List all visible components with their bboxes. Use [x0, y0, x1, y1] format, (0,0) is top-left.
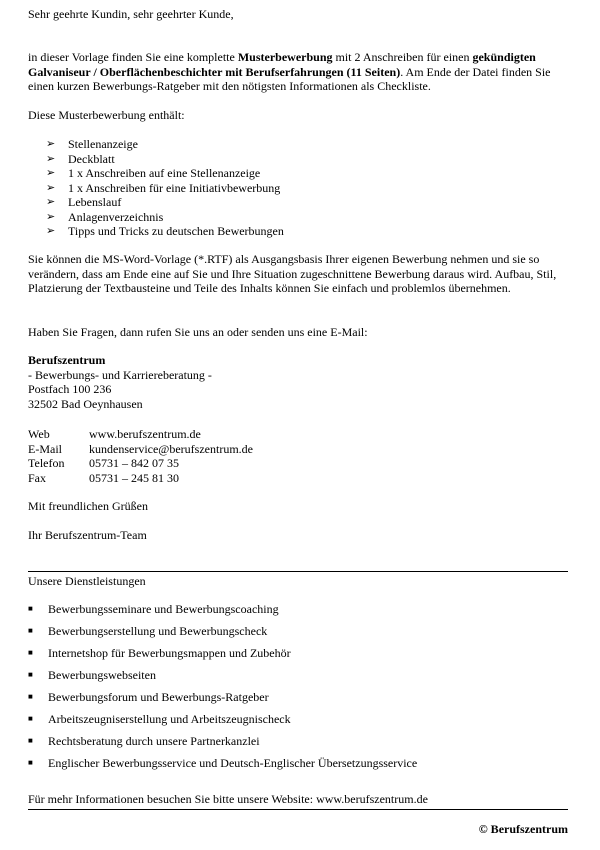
intro-text-1: in dieser Vorlage finden Sie eine komplette	[28, 50, 238, 64]
address-city: 32502 Bad Oeynhausen	[28, 396, 143, 411]
service-label: Arbeitszeugniserstellung und Arbeitszeugnischeck	[48, 711, 291, 726]
email-link[interactable]: kundenservice@berufszentrum.de	[89, 441, 253, 456]
arrow-bullet-icon: ➢	[46, 181, 56, 194]
list-item	[28, 210, 284, 225]
contact-row-phone	[28, 456, 253, 471]
services-heading: Unsere Dienstleistungen	[28, 574, 146, 588]
square-bullet-icon: ■	[28, 735, 33, 745]
intro-paragraph	[28, 50, 568, 94]
arrow-bullet-icon: ➢	[46, 152, 56, 165]
website-link[interactable]: www.berufszentrum.de	[89, 427, 201, 441]
contact-table	[28, 427, 253, 485]
list-item	[28, 224, 284, 239]
divider-bottom	[28, 809, 568, 810]
contact-row-web	[28, 427, 253, 442]
list-item	[28, 166, 284, 181]
list-item	[28, 181, 284, 196]
list-item	[28, 664, 417, 686]
list-item	[28, 620, 417, 642]
copyright: © Berufszentrum	[478, 822, 568, 836]
template-paragraph: Sie können die MS-Word-Vorlage (*.RTF) als Ausgangsbasis Ihrer eigenen Bewerbung nehmen und sie so verändern, dass am Ende eine auf Sie und Ihre Situation zugeschnittene Bewerbung daraus wird. Aufbau, Stil, Platzierung der Textbausteine und Teile des Inhalts können Sie einfach und problemlos übernehmen.	[28, 252, 557, 295]
services-list	[28, 598, 417, 774]
closing: Mit freundlichen Grüßen	[28, 499, 148, 513]
arrow-bullet-icon: ➢	[46, 210, 56, 223]
list-item	[28, 598, 417, 620]
more-info: Für mehr Informationen besuchen Sie bitte unsere Website: www.berufszentrum.de	[28, 792, 428, 806]
intro-text-3: . Am Ende der Datei finden Sie einen kurzen Bewerbungs-Ratgeber mit den nötigsten Informationen als Checkliste.	[28, 64, 551, 93]
list-item-label: Anlagenverzeichnis	[68, 209, 164, 224]
contact-label: Fax	[28, 470, 46, 485]
company-tagline: - Bewerbungs- und Karriereberatung -	[28, 367, 212, 382]
service-label: Bewerbungserstellung und Bewerbungscheck	[48, 623, 268, 638]
intro-bold-2: gekündigten Galvaniseur / Oberflächenbeschichter mit Berufserfahrungen (11 Seiten)	[28, 50, 536, 79]
square-bullet-icon: ■	[28, 757, 33, 767]
fax-value: 05731 – 245 81 30	[89, 470, 179, 485]
list-item	[28, 152, 284, 167]
contact-row-email	[28, 442, 253, 457]
contents-heading: Diese Musterbewerbung enthält:	[28, 108, 185, 122]
address-street: Postfach 100 236	[28, 382, 112, 396]
arrow-bullet-icon: ➢	[46, 138, 56, 150]
arrow-bullet-icon: ➢	[46, 225, 56, 237]
square-bullet-icon: ■	[28, 647, 33, 657]
address-block	[28, 353, 212, 411]
list-item	[28, 686, 417, 708]
phone-value: 05731 – 842 07 35	[89, 456, 179, 470]
company-name: Berufszentrum	[28, 353, 106, 367]
arrow-bullet-icon: ➢	[46, 167, 56, 179]
service-label: Bewerbungsforum und Bewerbungs-Ratgeber	[48, 689, 269, 704]
divider-top	[28, 571, 568, 572]
list-item	[28, 752, 417, 774]
questions-paragraph: Haben Sie Fragen, dann rufen Sie uns an oder senden uns eine E-Mail:	[28, 325, 368, 339]
arrow-bullet-icon: ➢	[46, 196, 56, 208]
square-bullet-icon: ■	[28, 691, 33, 701]
list-item-label: Deckblatt	[68, 151, 115, 166]
list-item-label: Stellenanzeige	[68, 137, 138, 151]
service-label: Englischer Bewerbungsservice und Deutsch-Englischer Übersetzungsservice	[48, 755, 418, 770]
list-item-label: Tipps und Tricks zu deutschen Bewerbungen	[68, 224, 284, 238]
square-bullet-icon: ■	[28, 625, 33, 635]
greeting: Sehr geehrte Kundin, sehr geehrter Kunde,	[28, 7, 234, 21]
list-item	[28, 195, 284, 210]
service-label: Bewerbungswebseiten	[48, 667, 156, 682]
signature: Ihr Berufszentrum-Team	[28, 528, 147, 542]
list-item	[28, 642, 417, 664]
square-bullet-icon: ■	[28, 713, 33, 723]
list-item	[28, 730, 417, 752]
contact-label: Telefon	[28, 456, 65, 470]
square-bullet-icon: ■	[28, 669, 33, 679]
contact-row-fax	[28, 471, 253, 486]
list-item-label: 1 x Anschreiben für eine Initiativbewerbung	[68, 180, 281, 195]
list-item-label: Lebenslauf	[68, 195, 122, 209]
list-item	[28, 708, 417, 730]
service-label: Bewerbungsseminare und Bewerbungscoaching	[48, 601, 279, 616]
service-label: Rechtsberatung durch unsere Partnerkanzlei	[48, 733, 260, 748]
intro-text-2: mit 2 Anschreiben für einen	[332, 50, 473, 64]
list-item-label: 1 x Anschreiben auf eine Stellenanzeige	[68, 166, 261, 180]
service-label: Internetshop für Bewerbungsmappen und Zubehör	[48, 645, 291, 660]
square-bullet-icon: ■	[28, 603, 33, 613]
contact-label: Web	[28, 427, 50, 441]
contents-list	[28, 137, 284, 239]
contact-label: E-Mail	[28, 441, 62, 456]
intro-bold-1: Musterbewerbung	[237, 50, 333, 64]
list-item	[28, 137, 284, 152]
